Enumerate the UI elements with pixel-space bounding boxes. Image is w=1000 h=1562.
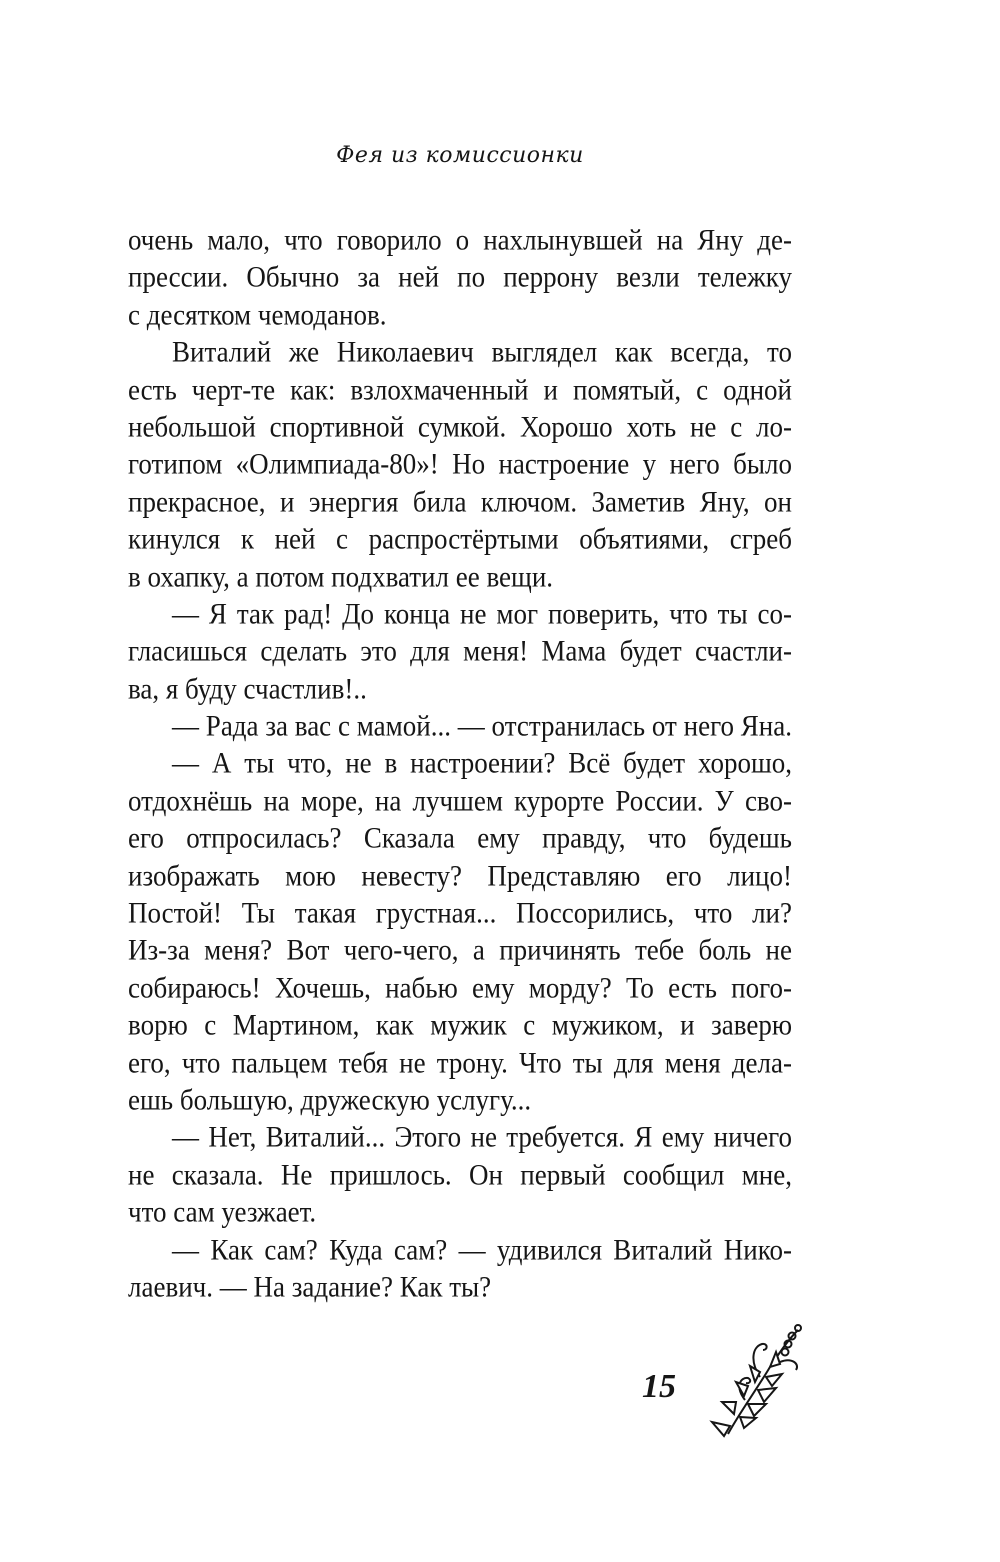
text-line: прекрасное, и энергия била ключом. Заметив Яну, он [128, 485, 792, 518]
leaf-branch-ornament-icon [700, 1322, 805, 1442]
text-line: его, что пальцем тебя не трону. Что ты для меня дела- [128, 1046, 792, 1079]
text-line: ворю с Мартином, как мужик с мужиком, и заверю [128, 1008, 792, 1042]
text-line: ешь большую, дружескую услугу... [128, 1083, 532, 1117]
text-line: его отпросилась? Сказала ему правду, что будешь [128, 821, 792, 855]
text-line: — Как сам? Куда сам? — удивился Виталий Нико- [172, 1233, 792, 1266]
page-number: 15 [642, 1368, 676, 1405]
text-line: Из-за меня? Вот чего-чего, а причинять тебе боль не [128, 934, 792, 967]
text-line: готипом «Олимпиада-80»! Но настроение у него было [128, 448, 792, 481]
running-header: Фея из комиссионки [336, 143, 584, 168]
text-line: в охапку, а потом подхватил ее вещи. [128, 560, 554, 593]
text-line: изображать мою невесту? Представляю его лицо! [128, 859, 792, 892]
text-line: Виталий же Николаевич выглядел как всегда, то [172, 335, 792, 369]
text-line: — Нет, Виталий... Этого не требуется. Я ему ничего [172, 1121, 792, 1154]
text-line: отдохнёшь на море, на лучшем курорте России. У сво- [128, 784, 792, 818]
body-text [128, 222, 792, 1306]
text-line: гласишься сделать это для меня! Мама будет счастли- [128, 635, 792, 668]
text-line: очень мало, что говорило о нахлынувшей на Яну де- [128, 223, 792, 257]
text-line: небольшой спортивной сумкой. Хорошо хоть не с ло- [128, 410, 792, 444]
text-line: кинулся к ней с распростёртыми объятиями, сгреб [128, 522, 792, 556]
text-line: прессии. Обычно за ней по перрону везли тележку [128, 261, 792, 294]
text-line: есть черт-те как: взлохмаченный и помятый, с одной [128, 373, 792, 406]
text-line: ва, я буду счастлив!.. [128, 672, 367, 705]
text-line: что сам уезжает. [128, 1195, 317, 1229]
text-line: — Рада за вас с мамой... — отстранилась от него Яна. [172, 709, 792, 743]
text-line: Постой! Ты такая грустная... Поссорились, что ли? [128, 896, 792, 930]
text-line: не сказала. Не пришлось. Он первый сообщил мне, [128, 1158, 792, 1191]
text-line: с десятком чемоданов. [128, 298, 387, 331]
text-line: — А ты что, не в настроении? Всё будет хорошо, [172, 747, 792, 780]
text-line: собираюсь! Хочешь, набью ему морду? То есть пого- [128, 971, 792, 1004]
text-line: лаевич. — На задание? Как ты? [128, 1270, 492, 1304]
text-line: — Я так рад! До конца не мог поверить, что ты со- [172, 597, 792, 631]
